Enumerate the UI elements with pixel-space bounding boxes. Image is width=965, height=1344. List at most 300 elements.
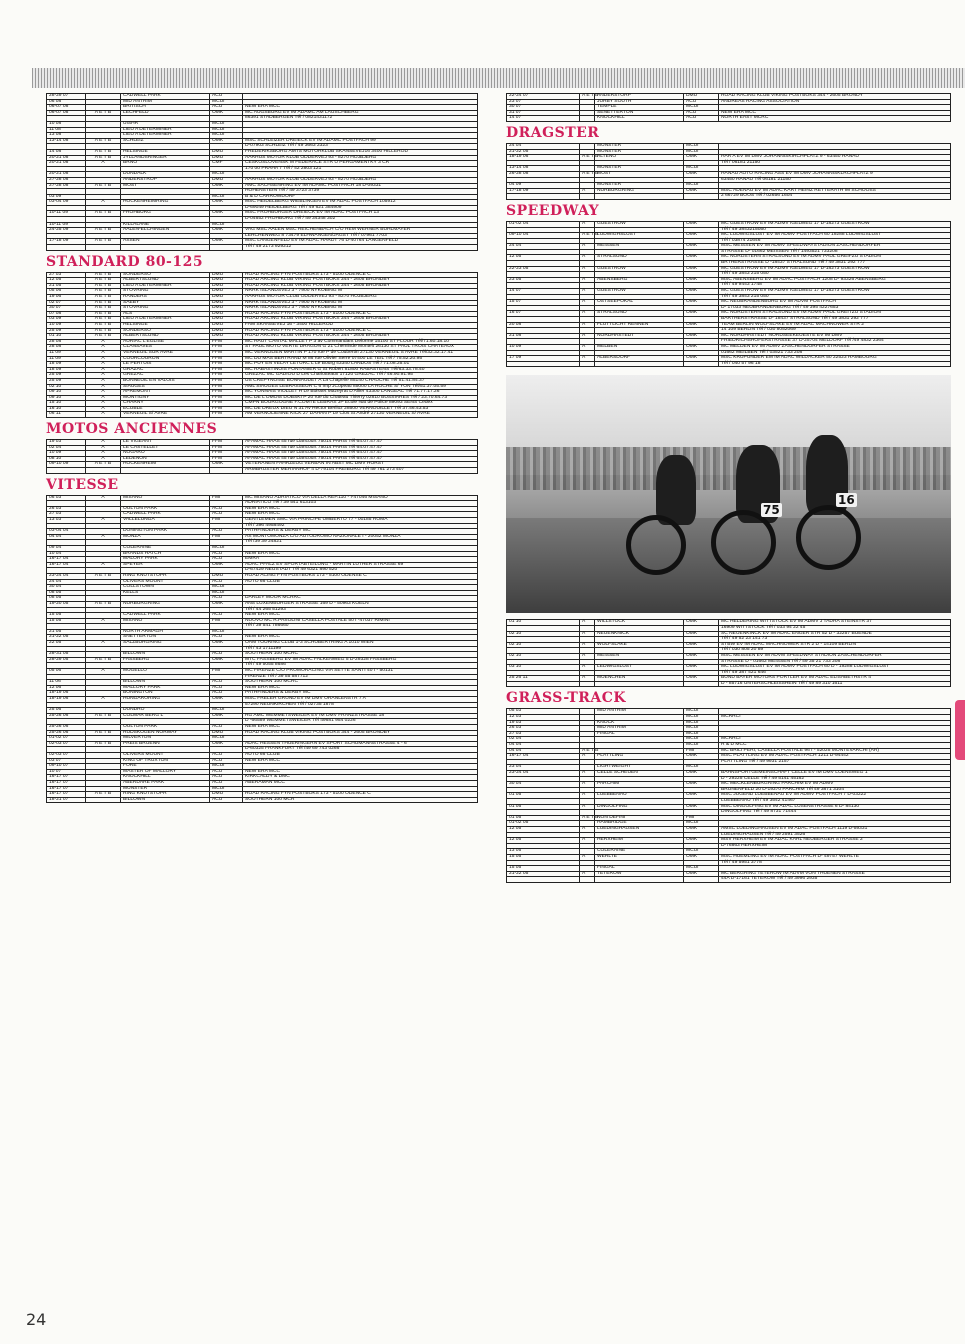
venue-cell: HOCKENHEIM <box>121 462 210 468</box>
organizer-cell: MC MELDEN EV IM ADMV ZASCHENDORFER STRASSE <box>719 344 951 350</box>
venue-cell: JURBY SOUTH <box>595 99 684 105</box>
federation-cell: ACU <box>210 685 243 691</box>
class-cell: A <box>86 451 121 457</box>
venue-cell: PARCHIM <box>595 782 684 788</box>
organizer-cell: ROAD ARCING KLUB VIKING POSTBOKS 344 - 2605 BRONDBY <box>243 317 478 323</box>
date-cell: 23-24 04 <box>507 771 580 777</box>
class-cell <box>86 468 121 474</box>
venue-cell: MALORY PARK <box>121 557 210 563</box>
date-cell: 12 06 <box>47 685 86 691</box>
date-cell: 01-02 04 <box>507 221 580 227</box>
organizer-cell: HAR A EV IM DMV JOHANNISKIRCHPLATZ 9 - 63450 HANAU <box>719 155 951 161</box>
federation-cell: FFM <box>210 373 243 379</box>
class-cell: A E T B <box>86 322 121 328</box>
date-cell: 09-10 09 <box>47 462 86 468</box>
organizer-cell: 63450 HANAU Tél 06181 21150 <box>719 177 951 183</box>
organizer-cell: AUTO 66 CLUB <box>243 752 478 758</box>
venue-cell: MUNSTER <box>595 183 684 189</box>
venue-cell: SAEBY <box>121 300 210 306</box>
table-row <box>507 361 951 367</box>
date-cell: 24 04 <box>507 244 580 250</box>
venue-cell: OSTSEEPOKAL <box>595 300 684 306</box>
venue-cell: APREMONT <box>121 390 210 396</box>
organizer-cell: MC NORDHASTEDT NORDSEEKEUESTE EV IM DMV <box>719 333 951 339</box>
date-cell: 11 09 <box>47 356 86 362</box>
class-cell <box>580 361 595 367</box>
organizer-cell: VETERANEN FAHRZEUG VERBAN IN ABST MC DMV HORST <box>243 462 478 468</box>
date-cell: 25 26 11 <box>507 676 580 682</box>
organizer-cell: BARTHERSTRASSE D- 18437 STRALSUND Tél / 49 3831 292 777 <box>719 317 951 323</box>
date-cell: 11 06 <box>47 680 86 686</box>
date-cell: 10 09 <box>47 451 86 457</box>
federation-cell: DMU <box>210 328 243 334</box>
date-cell: 16 07 <box>507 311 580 317</box>
date-cell: 25 09 <box>47 373 86 379</box>
venue-cell: LIEU A DETERMINER <box>121 283 210 289</box>
organizer-cell: ADRIATICO Tél / 39 541 613103 <box>243 501 478 507</box>
venue-cell: MID ANTRIM <box>595 709 684 715</box>
class-cell: A <box>86 534 121 540</box>
federation-cell: FFM <box>210 356 243 362</box>
date-cell: 16-17 07 <box>47 786 86 792</box>
calendar-table <box>46 93 478 251</box>
venue-cell: ALBERTSLUND <box>121 278 210 284</box>
federation-cell <box>684 681 719 687</box>
date-cell: 10 08 <box>47 121 86 127</box>
date-cell: 22-24 07 <box>507 94 580 100</box>
date-cell: 04 04 <box>47 534 86 540</box>
date-cell: 14 07 <box>507 289 580 295</box>
federation-cell: DMU <box>210 322 243 328</box>
organizer-cell: KIRKCALDY & DMC <box>243 775 478 781</box>
organizer-cell: MSC FROHBURGER DREIECK EV IM ADAC POSTFACH 13 <box>243 211 478 217</box>
speedway-race-photo <box>506 375 951 613</box>
date-cell: 06-07 08 <box>47 105 86 111</box>
venue-cell: AURIAC L'EGLISE <box>121 339 210 345</box>
class-cell: A <box>86 456 121 462</box>
venue-cell: OLIVERS MOUNT <box>121 752 210 758</box>
organizer-cell: 14 109 BERLIN Tél / 030 8052069 <box>719 328 951 334</box>
venue-cell: OULTON PARK <box>121 724 210 730</box>
venue-cell <box>595 877 684 883</box>
federation-cell: MCUI <box>210 590 243 596</box>
class-cell: A E T B <box>86 228 121 234</box>
date-cell: 27 03 <box>47 512 86 518</box>
organizer-cell: NEW ERA MCC <box>243 724 478 730</box>
calendar-section <box>46 93 478 251</box>
organizer-cell: DINGOLFING Tél / 49 8731 71444 <box>719 810 951 816</box>
venue-cell: TETEROW <box>595 871 684 877</box>
federation-cell: MCUI <box>210 708 243 714</box>
date-cell: 28-31 05 <box>47 652 86 658</box>
venue-cell: KILLALANE <box>121 222 210 228</box>
federation-cell: OMK <box>684 826 719 832</box>
federation-cell: OMK <box>210 601 243 607</box>
federation-cell: MCUI <box>684 105 719 111</box>
class-cell: A <box>86 350 121 356</box>
federation-cell: MCUI <box>210 127 243 133</box>
date-cell: 16-17 04 <box>47 557 86 563</box>
class-cell: A E T B <box>86 138 121 144</box>
organizer-cell: SOUTHERN 100 MCRC <box>243 652 478 658</box>
date-cell: 27-28 08 <box>47 183 86 189</box>
class-cell: A <box>86 518 121 524</box>
table-row <box>507 116 951 122</box>
federation-cell: OMK <box>684 620 719 626</box>
federation-cell: ACU <box>210 752 243 758</box>
organizer-cell: AMC SACHSENRING EV IM ADAMC POSTFACH 18 D-09331 <box>243 183 478 189</box>
venue-cell: OULTON PARK <box>121 506 210 512</box>
federation-cell: OMK <box>684 676 719 682</box>
date-cell <box>47 245 86 251</box>
class-cell: A <box>86 345 121 351</box>
organizer-cell: D -66589 WEMMETSWEILER Tél 49681 954 0226 <box>243 719 478 725</box>
federation-cell: FFM <box>210 412 243 418</box>
federation-cell: OMK <box>210 641 243 647</box>
organizer-cell: MC GUESTROW EV IM ADMV IGELWEG 17 D-18273 GUESTROW <box>719 266 951 272</box>
class-cell: A E T B <box>86 657 121 663</box>
organizer-cell: MC GUESTROW EV IM ADMV IGELWEG 17 D-18273 GUESTROW <box>719 289 951 295</box>
calendar-table <box>506 143 951 200</box>
date-cell: 28 08 <box>47 345 86 351</box>
organizer-cell: NEW ERA MCC <box>243 758 478 764</box>
venue-cell: HERXHEIM <box>595 838 684 844</box>
date-cell: 20 08 <box>507 322 580 328</box>
date-cell: 14 08 <box>47 149 86 155</box>
date-cell: 21 08 <box>507 333 580 339</box>
date-cell: 23 07 <box>507 99 580 105</box>
federation-cell: ACU <box>210 551 243 557</box>
organizer-cell: SOUTHERN 100 MCR <box>243 797 478 803</box>
federation-cell: OMK <box>210 183 243 189</box>
table-row <box>47 245 478 251</box>
class-cell: A E T B <box>86 295 121 301</box>
date-cell: 07 08 <box>47 311 86 317</box>
date-cell: 20-21 08 <box>47 161 86 167</box>
venue-cell: MONZA <box>121 534 210 540</box>
venue-cell: SONDERSO <box>121 272 210 278</box>
federation-cell: OMK <box>684 854 719 860</box>
date-cell: 15 05 <box>507 854 580 860</box>
calendar-table <box>46 439 478 474</box>
date-cell: 15 05 <box>47 618 86 624</box>
venue-cell: AALEN-ELCHINGEN <box>121 228 210 234</box>
date-cell: 06 08 <box>47 99 86 105</box>
organizer-cell: MC NORDSTERN STRALSUND EV IM ADMV PAUL GREITZU STADION <box>719 311 951 317</box>
venue-cell: DONINGTON PARK <box>121 529 210 535</box>
date-cell: 16 10 <box>47 406 86 412</box>
federation-cell: FFM <box>210 339 243 345</box>
calendar-table <box>46 495 478 804</box>
class-cell: A <box>580 871 595 877</box>
organizer-cell: Tél / 44 265 51293 <box>243 607 478 613</box>
class-cell: A <box>86 406 121 412</box>
section-title: DRAGSTER <box>506 124 600 141</box>
top-pattern-stripe <box>32 68 965 88</box>
venue-cell: NOGARO <box>121 451 210 457</box>
federation-cell: FFM <box>210 440 243 446</box>
organizer-cell: TEAM BERLIN WOLFSLAKE EV IM ADAC MACHNOWER STR 2 <box>719 322 951 328</box>
venue-cell: RANDERS <box>121 295 210 301</box>
venue-cell: GRAZAC <box>121 367 210 373</box>
federation-cell: MCUI <box>684 709 719 715</box>
federation-cell: MCUI <box>684 715 719 721</box>
organizer-cell: MC DU MAS BERTRAND M 86 rue Olivier Serre 07400 LE TEIL Tél / 75.52.20.95 <box>243 356 478 362</box>
federation-cell: OMK <box>210 697 243 703</box>
venue-cell: MID ANTRIM <box>121 99 210 105</box>
class-cell: A <box>86 339 121 345</box>
federation-cell: DMU <box>684 94 719 100</box>
federation-cell: MCUI <box>210 629 243 635</box>
class-cell <box>86 245 121 251</box>
venue-cell: BRNO <box>121 161 210 167</box>
venue-cell: COLERAINE <box>595 849 684 855</box>
calendar-section <box>506 203 951 367</box>
federation-cell: DMU <box>210 730 243 736</box>
organizer-cell: NRRK ISLANDSVEJ 3 - 7900 NYKOBING M <box>243 289 478 295</box>
federation-cell: OMK <box>684 793 719 799</box>
date-cell: 01 05 <box>507 815 580 821</box>
date-cell: 13-14 08 <box>47 138 86 144</box>
organizer-cell: MC LUDWIGSLUST EV IM ADMV POSTFACH 60 D - 19288 LUDWIGSLUST <box>719 665 951 671</box>
venue-cell: MUNSTER <box>121 786 210 792</box>
date-cell: 18 09 <box>47 367 86 373</box>
date-cell: 25-26 06 <box>47 713 86 719</box>
date-cell: 16-17 07 <box>47 780 86 786</box>
table-row <box>507 681 951 687</box>
federation-cell: OMK <box>684 233 719 239</box>
date-cell: 19 06 <box>47 295 86 301</box>
venue-cell: ECUBLE <box>121 406 210 412</box>
federation-cell: OMK <box>684 311 719 317</box>
organizer-cell: EMRA <box>243 557 478 563</box>
federation-cell: MCUI <box>210 585 243 591</box>
class-cell: A <box>86 362 121 368</box>
venue-cell: MUNSTER <box>595 166 684 172</box>
date-cell: 27 03 <box>47 272 86 278</box>
organizer-cell: MSC DINGOLFING EV IM ADAC LUSENSTRASSE 6 D- 84130 <box>719 804 951 810</box>
venue-cell: DINGOLFING <box>595 804 684 810</box>
date-cell: 20-21 08 <box>47 172 86 178</box>
section-title: SPEEDWAY <box>506 202 600 219</box>
organizer-cell: MSV HERXHEIM EV IM ADAC KARL NEUBERGER STRASSE 2 <box>719 838 951 844</box>
venue-cell: SCHLEIZ <box>121 138 210 144</box>
venue-cell: MUGELLO <box>121 669 210 675</box>
photo-crowd <box>506 447 951 490</box>
venue-cell: SIAUGES <box>121 384 210 390</box>
class-cell: A E T B <box>86 183 121 189</box>
date-cell: 16-17 07 <box>47 792 86 798</box>
organizer-cell: MC FIRENZE C/O PROMORACING VIA SETTE SANTI 40 I - 50131 <box>243 669 478 675</box>
venue-cell: LE PERTUIS <box>121 362 210 368</box>
bike-wheel <box>796 505 861 570</box>
venue-cell: HOCKENHEIMRING <box>121 200 210 206</box>
date-cell: 01-02 05 <box>507 821 580 827</box>
organizer-cell: MC MISANO ADRIATICO VIA DELLA REP.110 - I-47046 MISANO <box>243 495 478 501</box>
table-row <box>47 797 478 803</box>
section-title: STANDARD 80-125 <box>46 253 204 270</box>
venue-cell: STRALSUND <box>595 311 684 317</box>
organizer-cell: LUEBBENAU Tél / 49 3542 41467 <box>719 798 951 804</box>
date-cell <box>507 681 580 687</box>
table-row <box>47 468 478 474</box>
organizer-cell: AM VERNOLIENNE KICK 27 DAHAN P Le Clos St André 27130 VERNEUIL S/ AVRE <box>243 412 478 418</box>
date-cell: 04 04 <box>507 748 580 754</box>
section-title: MOTOS ANCIENNES <box>46 421 218 438</box>
class-cell <box>580 116 595 122</box>
federation-cell: FMI <box>684 815 719 821</box>
venue-cell: STRALSUND <box>595 255 684 261</box>
organizer-cell: ROAD ARCING KLUB VIKING POSTBOKS 344 - 2605 BRONDBY <box>243 278 478 284</box>
venue-cell: FASSBERG <box>121 657 210 663</box>
class-cell: A E T B <box>86 272 121 278</box>
date-cell: 24 04 <box>507 143 580 149</box>
federation-cell: ACU <box>210 613 243 619</box>
class-cell: A <box>580 333 595 339</box>
class-cell: A <box>580 665 595 671</box>
venue-cell <box>595 681 684 687</box>
federation-cell: DMU <box>210 278 243 284</box>
date-cell: 20-21 08 <box>47 155 86 161</box>
date-cell: 28-29 07 <box>47 94 86 100</box>
date-cell: 05 06 <box>47 289 86 295</box>
federation-cell: FFM <box>210 367 243 373</box>
class-cell: A E T B <box>86 328 121 334</box>
federation-cell: OMK <box>684 221 719 227</box>
organizer-cell: STRASSE D- 01662 MEISSEN Tél / 1493521 733208 <box>719 249 951 255</box>
organizer-cell: 86391 STADBERGEN Tél / 0821431172 <box>243 116 478 122</box>
organizer-cell: Tél / 49 52 23 141 73 <box>719 637 951 643</box>
organizer-cell: Tél /39 39 24821 <box>243 540 478 546</box>
date-cell: 19-20 05 <box>47 601 86 607</box>
class-cell: A E T B <box>86 283 121 289</box>
organizer-cell: D-69049 HEIDELBERG Tél / 49 621 384909 <box>243 205 478 211</box>
date-cell: 28-29 05 <box>47 657 86 663</box>
organizer-cell: LUEDINGHAUSEN Tél / 49 2591 3526 <box>719 832 951 838</box>
venue-cell: FLUTTLICHT RENNEN <box>595 322 684 328</box>
class-cell: A <box>580 676 595 682</box>
venue-cell: STOVRING <box>121 306 210 312</box>
date-cell: 22-23 05 <box>507 266 580 272</box>
organizer-cell: Tél / 49 9443 1748 <box>719 283 951 289</box>
date-cell: 04 04 <box>507 743 580 749</box>
federation-cell: DMU <box>210 283 243 289</box>
date-cell: 03-04 04 <box>47 529 86 535</box>
federation-cell: MCUI <box>684 866 719 872</box>
venue-cell: MUNSTER <box>595 143 684 149</box>
date-cell: 17-18 09 <box>47 239 86 245</box>
venue-cell: MALLORY PARK <box>121 685 210 691</box>
organizer-cell: GENTLEMEN SMC VIA PRINCIPE UMBERTO 77 - 00185 ROMA <box>243 518 478 524</box>
venue-cell: TEMPLE <box>595 105 684 111</box>
organizer-cell: ROAD ACING FYN POSTBOKS 173 - 5100 ODENSE C <box>243 573 478 579</box>
date-cell: 03 09 <box>47 194 86 200</box>
page-edge-marker <box>955 700 965 760</box>
federation-cell: MCUI <box>684 731 719 737</box>
date-cell: 05 03 <box>507 709 580 715</box>
venue-cell: BONINGTON <box>121 691 210 697</box>
date-cell: 05 06 <box>47 669 86 675</box>
federation-cell: CMF <box>210 161 243 167</box>
federation-cell: OMK <box>210 200 243 206</box>
date-cell: 19 03 <box>47 440 86 446</box>
federation-cell: OMK <box>210 462 243 468</box>
organizer-cell: SOUTHERN 100 MCRC <box>243 680 478 686</box>
federation-cell: OMK <box>684 244 719 250</box>
date-cell: 23 05 <box>507 277 580 283</box>
date-cell: 25 06 <box>47 708 86 714</box>
organizer-cell: MC MECKLENBURGRING PARCHIM EV IM ADMV <box>719 782 951 788</box>
calendar-section <box>506 93 951 122</box>
organizer-cell: AMSC LUEDINGHAUSEN EV IM ADAC POSTFACH 1119 D-59331 <box>719 826 951 832</box>
date-cell: 13 08 <box>47 133 86 139</box>
rider-number: 16 <box>838 493 855 508</box>
venue-cell: BILLOWN <box>121 680 210 686</box>
federation-cell: MCUI <box>684 149 719 155</box>
federation-cell: OMK <box>684 277 719 283</box>
class-cell: A <box>86 367 121 373</box>
date-cell: 14 07 <box>507 116 580 122</box>
class-cell: A E T B <box>86 289 121 295</box>
venue-cell: LIEU A DETERMINER <box>121 133 210 139</box>
organizer-cell: STBW EV IM ADAC MACHNOWER STR 2 D - 14109 BERLIN <box>719 642 951 648</box>
venue-cell: HAMBRIDGE <box>595 821 684 827</box>
date-cell: 30 04 <box>507 782 580 788</box>
class-cell: A <box>86 378 121 384</box>
date-cell: 02 10 <box>507 642 580 648</box>
federation-cell: ACU <box>210 579 243 585</box>
federation-cell: DMU <box>210 573 243 579</box>
class-cell: A <box>580 188 595 194</box>
venue-cell: SENETTERTON <box>595 110 684 116</box>
organizer-cell: MC AUGSBURG EV IM ADAMC AM LAUSCHBERG <box>243 110 478 116</box>
organizer-cell: D-07903 SCHLEIZ Tél / 49 3663 2323 <box>243 144 478 150</box>
federation-cell: MCUI <box>684 720 719 726</box>
federation-cell: MCUI <box>684 849 719 855</box>
venue-cell: ABENSBERG <box>595 277 684 283</box>
federation-cell: ACU <box>210 94 243 100</box>
date-cell: 01 10 <box>507 620 580 626</box>
federation-cell: FFM <box>210 406 243 412</box>
venue-cell: DUNDRO <box>121 708 210 714</box>
venue-cell: ALTENO <box>595 155 684 161</box>
organizer-cell: Tél / 39 541 786660 <box>243 624 478 630</box>
date-cell: 10-11 09 <box>47 211 86 217</box>
venue-cell: ALS <box>121 311 210 317</box>
date-cell: 16-17 04 <box>47 562 86 568</box>
date-cell: 02 07 <box>47 300 86 306</box>
venue-cell: ANDERSTORP <box>595 94 684 100</box>
organizer-cell: MC BRILI PERI, CASELLA POSTALE 96 I - 52025 MONTEVARCHI (AR) <box>719 748 951 754</box>
organizer-cell: ROAD RACING FYN POSTBOKS 173 - 5100 ODENCE C <box>243 311 478 317</box>
date-cell: 11 08 <box>47 127 86 133</box>
organizer-cell: ANS LUXEMBURGER STRASSE 169 D - 50963 KOELN <box>243 601 478 607</box>
venue-cell: LE CASTELLET <box>121 445 210 451</box>
venue-cell: CADWELL PARK <box>121 512 210 518</box>
date-cell: 31 07 <box>507 110 580 116</box>
organizer-cell: Tél / 49 5951 3778 <box>719 860 951 866</box>
federation-cell: OMK <box>684 804 719 810</box>
venue-cell: ABERDARE PARK <box>121 780 210 786</box>
federation-cell: ACU <box>210 724 243 730</box>
venue-cell: RUDSKOGEN NORWAY <box>121 730 210 736</box>
federation-cell: OMK <box>684 631 719 637</box>
federation-cell: MCUI <box>210 99 243 105</box>
federation-cell: DMU <box>210 177 243 183</box>
date-cell <box>507 194 580 200</box>
federation-cell: FMI <box>210 495 243 501</box>
organizer-cell: Tél / 040 57 96 18 <box>719 361 951 367</box>
